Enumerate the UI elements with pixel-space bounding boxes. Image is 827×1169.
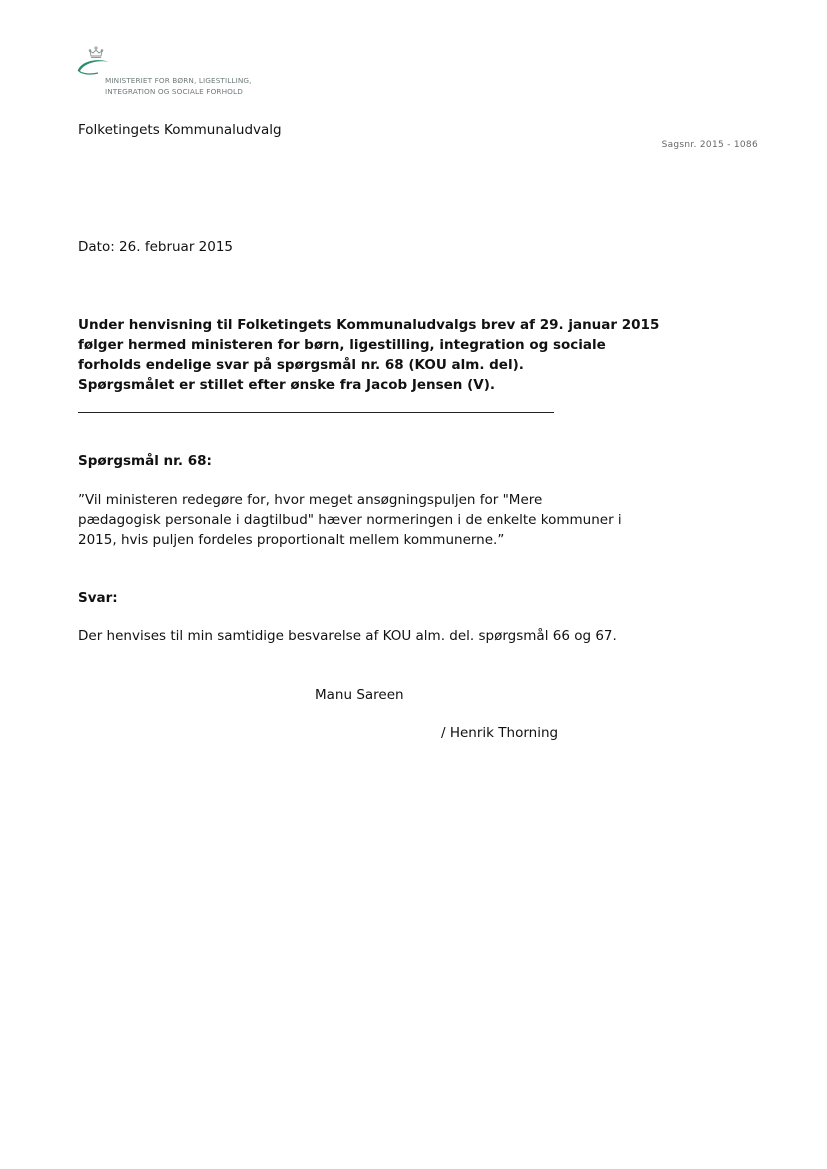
recipient: Folketingets Kommunaludvalg [78, 122, 282, 138]
intro-line: følger hermed ministeren for børn, ligestilling, integration og sociale [78, 337, 606, 353]
answer-heading: Svar: [78, 590, 118, 606]
signer-name: Manu Sareen [315, 687, 404, 703]
crown-icon [76, 44, 110, 78]
counter-signer-name: / Henrik Thorning [441, 725, 559, 741]
question-line: 2015, hvis puljen fordeles proportionalt mellem kommunerne.” [78, 532, 505, 548]
question-heading: Spørgsmål nr. 68: [78, 453, 212, 469]
case-number: Sagsnr. 2015 - 1086 [661, 140, 758, 150]
intro-line: Under henvisning til Folketingets Kommunaludvalgs brev af 29. januar 2015 [78, 317, 660, 333]
answer-text: Der henvises til min samtidige besvarelse af KOU alm. del. spørgsmål 66 og 67. [78, 628, 617, 644]
intro-line: forholds endelige svar på spørgsmål nr. 68 (KOU alm. del). [78, 357, 524, 373]
letter-date: Dato: 26. februar 2015 [78, 239, 234, 255]
question-line: ”Vil ministeren redegøre for, hvor meget ansøgningspuljen for "Mere [78, 492, 543, 508]
divider [78, 412, 554, 413]
question-line: pædagogisk personale i dagtilbud" hæver normeringen i de enkelte kommuner i [78, 512, 622, 528]
ministry-name [105, 75, 252, 97]
ministry-logo [76, 44, 276, 98]
question-text [78, 490, 622, 550]
intro-paragraph [78, 315, 660, 395]
intro-line: Spørgsmålet er stillet efter ønske fra Jacob Jensen (V). [78, 377, 496, 393]
ministry-name-line-2: INTEGRATION OG SOCIALE FORHOLD [105, 87, 243, 96]
ministry-name-line-1: MINISTERIET FOR BØRN, LIGESTILLING, [105, 76, 252, 85]
